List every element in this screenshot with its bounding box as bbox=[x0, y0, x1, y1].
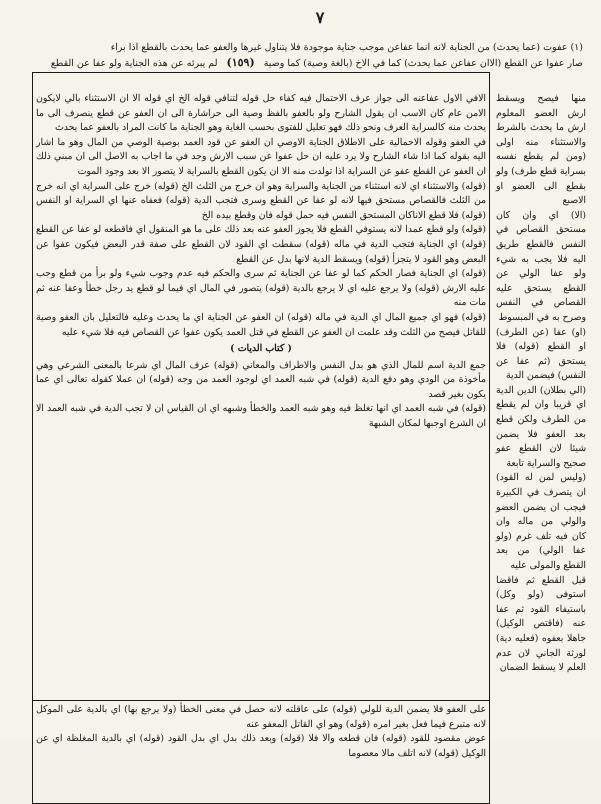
main-paragraph: الافي الاول عفاعنه الى جواز عرف الاحتمال فيه كفاء حل قوله لتنافي قوله الخ اي قوله الا ان الاستثناء بالي لايكون الامن عام كان الاسب ان يقول الشارح ولو بالعفو بالفظ وصية الى حراشارة الى ان العفو عن قطع ينصرف الى ما يحدث منه كالسراية العرف ونحو ذلك فهو تعليل للفتوى بحسب الغاية وهو الجناية ما كانت المراد بالعفو عما يحدث bbox=[36, 93, 486, 134]
section-title: ( كتاب الديات ) bbox=[230, 343, 292, 355]
side-paragraph: قبل القطع ثم فاقضا استوفى (ولو وكل) باستيفاء القود ثم عفا عنه (فاقتص الوكيل) جاهلا بعفوه (فعليه دية) لورثة الجاني لان عدم العلم لا يسقط الضمان bbox=[496, 574, 586, 674]
side-paragraph: (الا) اي وان كان مستحق القصاص في النفس فالقطع طريق اليه فلا يجب به شيء ولو عفا الولي عن القطع يستحق عليه القصاص في النفس وصرح به في المبسوط bbox=[496, 209, 586, 323]
header-line-2-start: صار عفوا عن القطع (الاان عفاعن عما يحدث) كما في الاخ (بالغة وصية) كما وصية bbox=[263, 58, 583, 69]
header-note bbox=[18, 40, 583, 71]
side-paragraph: منها فيصح ويسقط ارش العضو المعلوم ارش ما يحدث بالشرط والاستثناء منه اولى (ومن لم يقطع نفسه بسراية قطع طرف) ولو بقطع الى العضو او الاصبع bbox=[496, 93, 586, 207]
side-paragraph: (وليس لمن له القود) ان يتصرف في الكبيرة فيجب ان يضمن العضو والولي من ماله وان كان فيه تلف غرم (ولو عفا الولي) من بعد القطع والمولى عليه bbox=[496, 472, 586, 571]
folio-badge: (١٥٩) bbox=[226, 56, 255, 69]
main-paragraph: (قوله) فهو اي جميع المال اي الدية في ماله (قوله) ان العفو عن الجناية اي ما يحدث وعليه فالتعليل بان العفو وصية للقاتل فيصح من الثلث وقد علمت ان العفو عن القطع في قتل العمد يكون عفوا عن القصاص فيه فلا شيء عليه bbox=[36, 311, 486, 338]
main-paragraph: (قوله) والاستثناء اي لانه استثناء من الجناية والسراية وهو ان خرج من الثلث الخ (قوله) خرج على السراية اي انه خرج من الثلث فالقصاص مستحق فيها لانه لو عفا عن القطع وسرى فتجب الدية (قوله) فعفاه عنها اي السراية او النفس (قوله) فلا قطع الاناكان المستحق النفس فيه حمل قوله فان وقطع بيده الخ bbox=[36, 180, 486, 221]
side-paragraph: (او) عفا (عن الطرف) او القطع (قوله) فلا يستحق (ثم عفا عن النفس) فيضمن الدية bbox=[496, 326, 586, 382]
side-paragraph: (الي بطلان) الدين الدية اي قريبا وان لم يقطع من الطرف ولكن قطع بعد العفو فلا يضمن شيئا لان القطع عفو صحيح والسراية تابعة bbox=[496, 384, 586, 469]
footer-divider bbox=[32, 700, 490, 701]
side-matn-column bbox=[496, 92, 586, 772]
footer-line: عوض مقصود للقود (قوله) فان قطعه والا فلا (قوله) وبعد ذلك بدل اي بدل القود (قوله) اي بالدية المغلظة اي عن الوكيل (قوله) لانه اتلف مالا معصوما bbox=[36, 733, 486, 759]
main-paragraph: (قوله) اي الجناية فصار الحكم كما لو عفا عن الجناية ثم سرى والحكم فيه عدم وجوب شيء ولو برأ من قطع وجب عليه الارش (قوله) ولا يرجع عليه اي لا يرجع بالدية (قوله) يتصور في المال اي فيما لو قطع يد رجل خطأ وعفا عنه ثم مات منه bbox=[36, 268, 486, 309]
header-line-2-end: لم يبرئه عن هذه الجناية ولو عفا عن القطع bbox=[50, 58, 218, 69]
header-line-1: (١) عفوت (عما يحدث) من الجناية لانه انما عفاعن موجب جناية موجودة فلا يتناول غيرها والعفو عما يحدث بالقطع اذا براء bbox=[110, 42, 583, 53]
footer-commentary bbox=[36, 703, 486, 759]
main-paragraph: جمع الدية اسم للمال الذي هو بدل النفس والاطراف والمعاني (قوله) عرف المال اي شرعا بالمعنى الشرعي وهي مأخوذة من الودي وهو دفع الدية (قوله) في شبه العمد اي لوجود العمد من وجه (قوله) ان عملا كقوله تعالى اي عما يكون بغير قصد bbox=[36, 359, 486, 400]
main-paragraph: (قوله) ولو قطع عمدا لانه يستوفي القطع فلا يجوز العفو عنه بعد ذلك على ما هو المنقول اي فاقطعه لو عفا عن القطع (قوله) اي الجناية فتجب الدية في ماله (قوله) سقطت اي القود لان القطع على صفة قدر البعض فيكون عفوا عن البعض وهو القود لا يتجزأ (قوله) ويسقط الدية لانها بدل عن القطع bbox=[36, 224, 486, 265]
page-number: ٧ bbox=[315, 8, 325, 27]
main-commentary-column bbox=[36, 92, 486, 702]
main-paragraph: في العفو وقوله الاحمالية على الاطلاق الجناية الاوصي ان العفو عن قود العمد بوصية الوصي من المال وهو ما اشار اليه بقوله كما اذا شاء الشارح ولا يرد عليه ان حل عفوا عن سبب الارش وجد في ما اجاب به الاصل الى ان مبني ذلك ان العفو عن القطع عفو عن السراية اذا تولدت منه الا ان يكون القطع بالسراية لا يتصور الا بعد وجود الموت bbox=[36, 136, 486, 177]
footer-line: على العفو فلا يضمن الدية للولي (قوله) على عاقلته لانه حصل في معنى الخطأ (ولا يرجع بها) اي بالدية على الموكل لانه متبرع فيما فعل بغير امره (قوله) وهو اي القاتل المعفو عنه bbox=[36, 704, 486, 730]
main-paragraph: (قوله) في شبه العمد اي انها تغلظ فيه وهو شبه العمد والخطأ وشبهه اي ان القياس ان لا تجب الدية في شبه العمد الا ان الشرع اوجبها لمكان الشبهة bbox=[36, 403, 486, 430]
header-line-2 bbox=[18, 55, 583, 71]
